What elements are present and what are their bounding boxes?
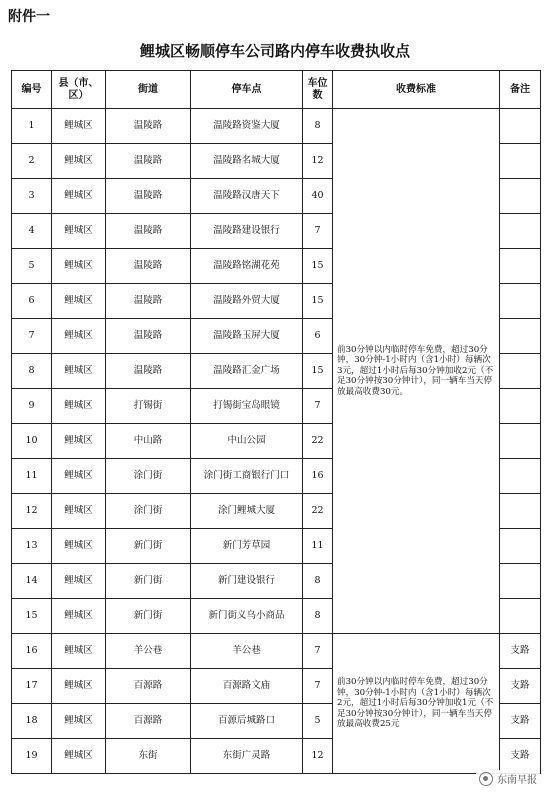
annex-label: 附件一	[8, 9, 50, 25]
header-fee: 收费标准	[333, 71, 500, 109]
cell-spaces: 8	[303, 109, 333, 144]
header-spot: 停车点	[191, 71, 303, 109]
cell-county: 鲤城区	[52, 319, 106, 354]
cell-no: 17	[12, 669, 52, 704]
cell-remark	[500, 179, 541, 214]
watermark	[476, 770, 540, 787]
cell-no: 4	[12, 214, 52, 249]
cell-county: 鲤城区	[52, 564, 106, 599]
cell-remark	[500, 319, 541, 354]
cell-spaces: 22	[303, 424, 333, 459]
cell-spot: 百源后城路口	[191, 704, 303, 739]
cell-no: 2	[12, 144, 52, 179]
cell-street: 温陵路	[106, 249, 191, 284]
fee-standard-main	[333, 109, 500, 634]
cell-remark	[500, 494, 541, 529]
cell-remark	[500, 564, 541, 599]
header-street: 街道	[106, 71, 191, 109]
cell-spaces: 22	[303, 494, 333, 529]
cell-no: 8	[12, 354, 52, 389]
cell-spaces: 8	[303, 599, 333, 634]
cell-street: 涂门街	[106, 459, 191, 494]
cell-spaces: 7	[303, 669, 333, 704]
cell-remark	[500, 389, 541, 424]
cell-street: 温陵路	[106, 144, 191, 179]
cell-street: 打锡街	[106, 389, 191, 424]
cell-county: 鲤城区	[52, 599, 106, 634]
cell-spaces: 15	[303, 249, 333, 284]
cell-no: 12	[12, 494, 52, 529]
cell-spot: 温陵路铭湖花苑	[191, 249, 303, 284]
cell-spot: 东街广灵路	[191, 739, 303, 774]
cell-remark: 支路	[500, 704, 541, 739]
cell-remark	[500, 354, 541, 389]
fee-text: 前30分钟以内临时停车免费，超过30分钟，30分钟-1小时内（含1小时）每辆次3元，超过1小时后每30分钟加收2元（不足30分钟按30分钟计），同一辆车当天停放最高收费30元。	[337, 344, 494, 397]
cell-spot: 新门建设银行	[191, 564, 303, 599]
cell-no: 3	[12, 179, 52, 214]
cell-spaces: 11	[303, 529, 333, 564]
cell-street: 温陵路	[106, 214, 191, 249]
cell-county: 鲤城区	[52, 424, 106, 459]
header-row	[12, 71, 541, 109]
cell-county: 鲤城区	[52, 214, 106, 249]
cell-county: 鲤城区	[52, 704, 106, 739]
header-remark: 备注	[500, 71, 541, 109]
cell-county: 鲤城区	[52, 389, 106, 424]
cell-county: 鲤城区	[52, 494, 106, 529]
cell-no: 9	[12, 389, 52, 424]
table-row	[12, 634, 541, 669]
cell-county: 鲤城区	[52, 669, 106, 704]
cell-remark: 支路	[500, 634, 541, 669]
cell-remark	[500, 109, 541, 144]
cell-remark	[500, 284, 541, 319]
cell-spaces: 16	[303, 459, 333, 494]
cell-street: 新门街	[106, 564, 191, 599]
header-county: 县（市、区）	[52, 71, 106, 109]
cell-street: 羊公巷	[106, 634, 191, 669]
cell-street: 温陵路	[106, 179, 191, 214]
header-no: 编号	[12, 71, 52, 109]
cell-street: 百源路	[106, 704, 191, 739]
cell-county: 鲤城区	[52, 634, 106, 669]
cell-no: 18	[12, 704, 52, 739]
cell-spot: 打锡街宝岛眼镜	[191, 389, 303, 424]
cell-spaces: 15	[303, 354, 333, 389]
watermark-text: 东南早报	[497, 775, 537, 786]
cell-remark: 支路	[500, 739, 541, 774]
cell-spot: 新门芳草园	[191, 529, 303, 564]
cell-street: 新门街	[106, 599, 191, 634]
cell-spot: 温陵路汉唐天下	[191, 179, 303, 214]
cell-remark	[500, 249, 541, 284]
cell-remark	[500, 599, 541, 634]
cell-spot: 中山公园	[191, 424, 303, 459]
cell-remark	[500, 214, 541, 249]
fee-text: 前30分钟以内临时停车免费，超过30分钟，30分钟-1小时内（含1小时）每辆次2元，超过1小时后每30分钟加收1元（不足30分钟按30分钟计），同一辆车当天停放最高收费25元	[337, 677, 494, 730]
cell-remark	[500, 529, 541, 564]
cell-spot: 温陵路汇金广场	[191, 354, 303, 389]
cell-no: 6	[12, 284, 52, 319]
cell-no: 1	[12, 109, 52, 144]
fee-standard-branch	[333, 634, 500, 774]
cell-street: 新门街	[106, 529, 191, 564]
cell-no: 10	[12, 424, 52, 459]
cell-spaces: 7	[303, 389, 333, 424]
cell-spot: 百源路文庙	[191, 669, 303, 704]
cell-street: 百源路	[106, 669, 191, 704]
cell-county: 鲤城区	[52, 739, 106, 774]
cell-no: 11	[12, 459, 52, 494]
cell-street: 中山路	[106, 424, 191, 459]
cell-street: 温陵路	[106, 284, 191, 319]
cell-no: 13	[12, 529, 52, 564]
cell-spot: 温陵路资鉴大厦	[191, 109, 303, 144]
cell-county: 鲤城区	[52, 459, 106, 494]
cell-spot: 涂门街工商银行门口	[191, 459, 303, 494]
cell-county: 鲤城区	[52, 354, 106, 389]
cell-spaces: 40	[303, 179, 333, 214]
cell-remark	[500, 459, 541, 494]
cell-spaces: 5	[303, 704, 333, 739]
cell-spaces: 6	[303, 319, 333, 354]
cell-spaces: 7	[303, 214, 333, 249]
header-spaces: 车位数	[303, 71, 333, 109]
cell-county: 鲤城区	[52, 284, 106, 319]
document-title: 鲤城区畅顺停车公司路内停车收费执收点	[139, 42, 410, 60]
cell-spot: 涂门鲤城大厦	[191, 494, 303, 529]
parking-table	[11, 70, 541, 774]
cell-street: 温陵路	[106, 354, 191, 389]
cell-spaces: 12	[303, 739, 333, 774]
cell-remark: 支路	[500, 669, 541, 704]
cell-county: 鲤城区	[52, 249, 106, 284]
cell-street: 涂门街	[106, 494, 191, 529]
cell-no: 5	[12, 249, 52, 284]
cell-no: 7	[12, 319, 52, 354]
table-body	[12, 109, 541, 774]
cell-county: 鲤城区	[52, 144, 106, 179]
cell-spot: 羊公巷	[191, 634, 303, 669]
cell-county: 鲤城区	[52, 109, 106, 144]
cell-no: 16	[12, 634, 52, 669]
cell-no: 15	[12, 599, 52, 634]
cell-street: 温陵路	[106, 319, 191, 354]
cell-remark	[500, 424, 541, 459]
cell-spaces: 8	[303, 564, 333, 599]
cell-no: 14	[12, 564, 52, 599]
cell-spaces: 12	[303, 144, 333, 179]
cell-spot: 温陵路外贸大厦	[191, 284, 303, 319]
table-row	[12, 109, 541, 144]
cell-county: 鲤城区	[52, 529, 106, 564]
cell-spot: 新门街义乌小商品	[191, 599, 303, 634]
cell-spot: 温陵路建设银行	[191, 214, 303, 249]
cell-county: 鲤城区	[52, 179, 106, 214]
cell-remark	[500, 144, 541, 179]
cell-spot: 温陵路玉屏大厦	[191, 319, 303, 354]
cell-spaces: 7	[303, 634, 333, 669]
cell-street: 东街	[106, 739, 191, 774]
cell-no: 19	[12, 739, 52, 774]
cell-spaces: 15	[303, 284, 333, 319]
cell-street: 温陵路	[106, 109, 191, 144]
wechat-icon	[479, 772, 493, 786]
cell-spot: 温陵路名城大厦	[191, 144, 303, 179]
